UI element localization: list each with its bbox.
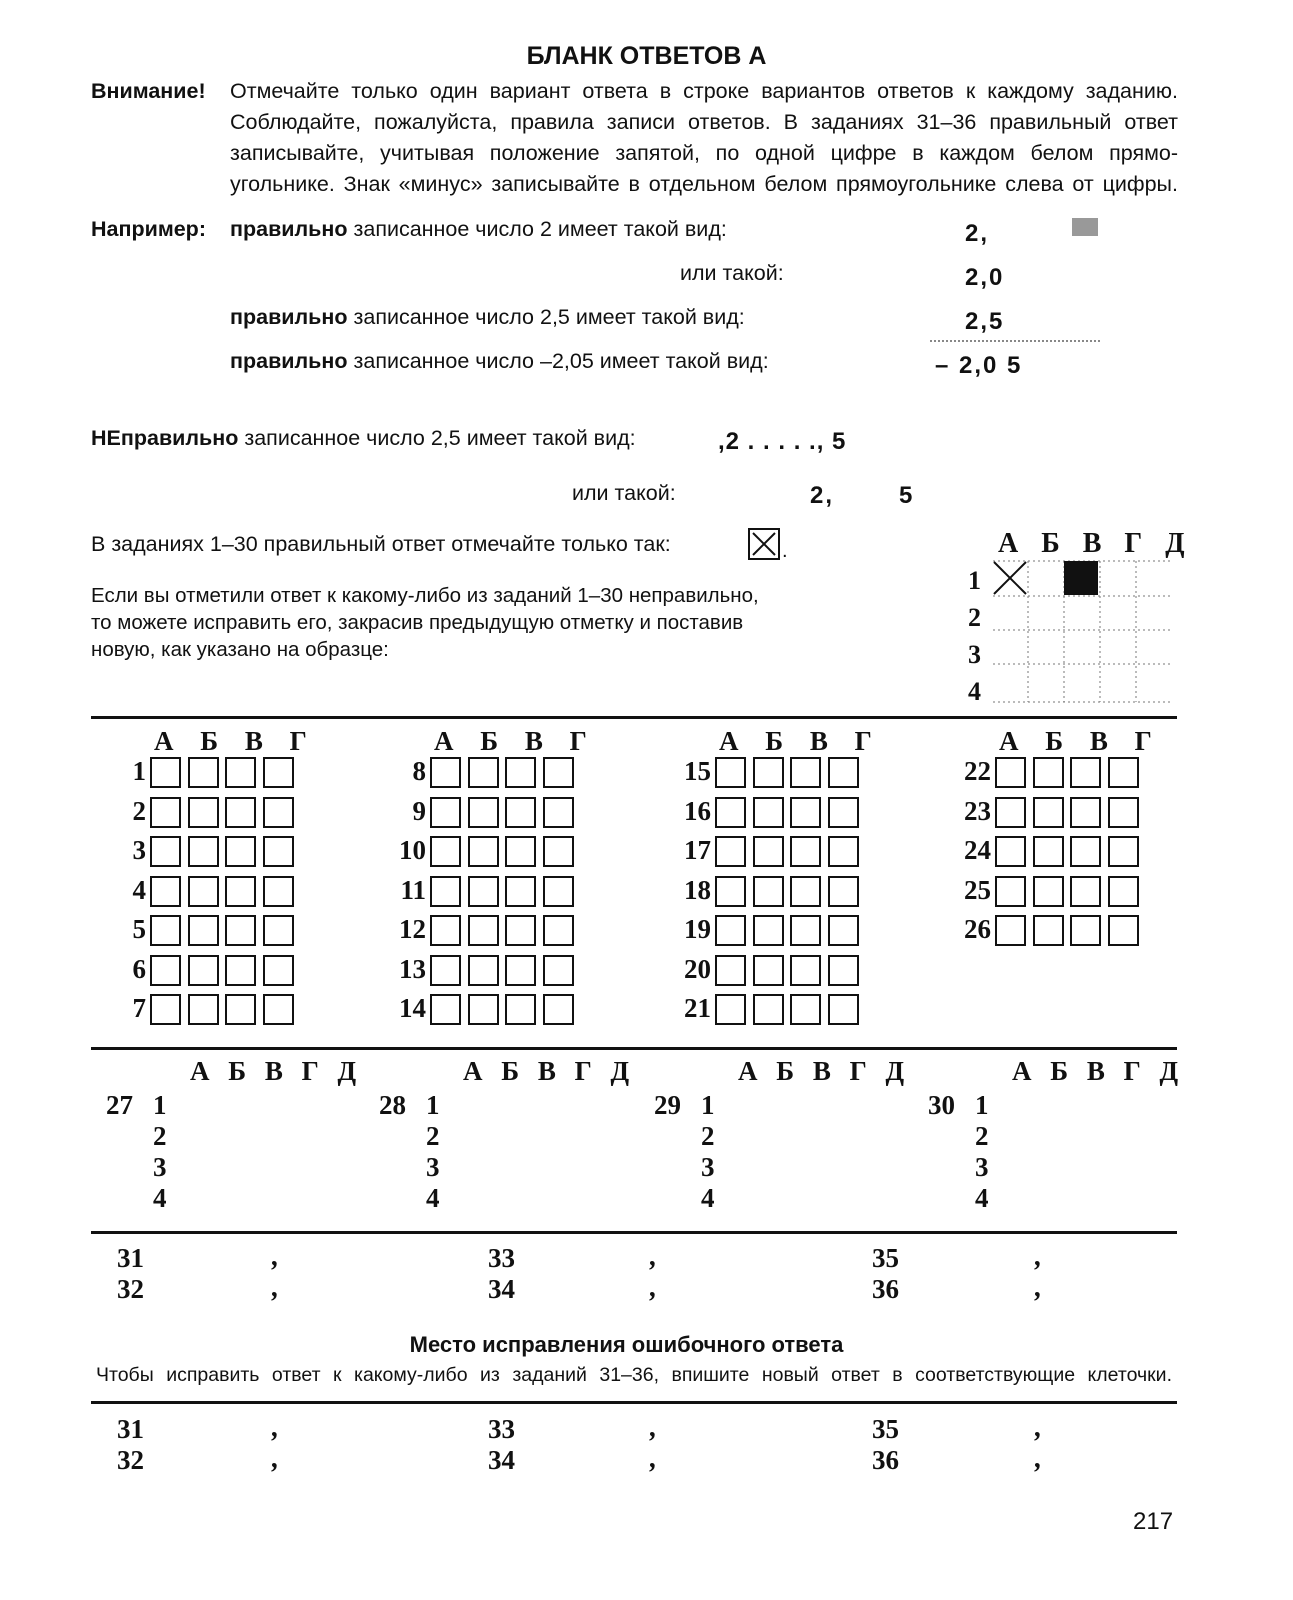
answer-checkbox[interactable] [505,994,536,1025]
wrong-sample-2b: 5 [899,482,915,509]
answer-checkbox[interactable] [995,757,1026,788]
answer-digit-field[interactable] [167,1445,412,1473]
answer-checkbox[interactable] [188,915,219,946]
task-number: 35 [872,1243,899,1273]
answer-checkbox[interactable] [150,757,181,788]
decimal-comma: , [1035,1443,1042,1474]
mark-rule-text: В заданиях 1–30 правильный ответ отмечайте только так: [91,532,671,556]
answer-checkbox[interactable] [225,994,256,1025]
answer-checkbox[interactable] [263,876,294,907]
answer-checkbox[interactable] [468,876,499,907]
task-number: 22 [964,756,991,786]
task-number: 4 [132,874,146,905]
task-number: 28 [379,1090,406,1120]
attention-text [230,76,1178,200]
task-number: 31 [117,1414,144,1444]
task-number: 11 [400,874,426,905]
answer-checkbox[interactable] [543,955,574,986]
answer-digit-field[interactable] [922,1274,1175,1302]
attention-line: Соблюдайте, пожалуйста, правила записи ответов. В заданиях 31–36 правильный ответ [230,110,1178,134]
column-header: А Б В Г Д [463,1056,636,1086]
row-number: 4 [426,1183,440,1213]
page-title: БЛАНК ОТВЕТОВ А [526,42,767,70]
divider [91,1231,1177,1234]
task-number: 12 [399,914,426,944]
answer-checkbox[interactable] [430,876,461,907]
task-number: 24 [964,835,991,865]
answer-checkbox[interactable] [1033,797,1064,828]
answer-checkbox[interactable] [188,797,219,828]
attention-line: Отмечайте только один вариант ответа в строке вариантов ответов к каждому заданию. [230,79,1178,103]
answer-checkbox[interactable] [543,915,574,946]
answer-checkbox[interactable] [188,955,219,986]
task-number: 19 [684,914,711,944]
task-number: 18 [684,874,711,905]
answer-checkbox[interactable] [188,994,219,1025]
correct-word: правильно [230,349,348,373]
task-number: 35 [872,1414,899,1444]
answer-checkbox[interactable] [150,994,181,1025]
answer-checkbox[interactable] [1108,876,1139,907]
answer-checkbox[interactable] [225,955,256,986]
task-number: 13 [399,953,426,984]
answer-checkbox[interactable] [828,757,859,788]
answer-checkbox[interactable] [225,836,256,867]
row-number: 2 [701,1121,715,1151]
answer-checkbox[interactable] [543,757,574,788]
answer-checkbox[interactable] [1033,757,1064,788]
answer-checkbox[interactable] [543,797,574,828]
decimal-comma: , [650,1443,657,1474]
task-number: 34 [488,1274,515,1304]
column-header: А Б В Г [434,726,597,756]
answer-checkbox[interactable] [1033,876,1064,907]
task-number: 15 [684,756,711,786]
answer-checkbox[interactable] [753,915,784,946]
answer-checkbox[interactable] [468,757,499,788]
answer-checkbox[interactable] [263,915,294,946]
sample-number-2-0: 2,0 [965,264,1005,291]
answer-checkbox[interactable] [790,876,821,907]
task-number: 36 [872,1274,899,1304]
answer-checkbox[interactable] [1070,757,1101,788]
answer-checkbox[interactable] [150,797,181,828]
sample-number-2: 2, [965,220,990,247]
answer-checkbox[interactable] [1033,915,1064,946]
divider [91,716,1177,719]
answer-checkbox[interactable] [1033,836,1064,867]
cross-mark-icon [994,562,1026,594]
task-number: 20 [684,953,711,984]
answer-checkbox[interactable] [828,836,859,867]
answer-checkbox[interactable] [505,955,536,986]
sample-number-2-5: 2,5 [965,308,1005,335]
decimal-comma: , [650,1412,657,1443]
answer-checkbox[interactable] [150,915,181,946]
decimal-comma: , [272,1412,279,1443]
decimal-comma: , [272,1272,279,1303]
answer-checkbox[interactable] [828,915,859,946]
answer-checkbox[interactable] [150,876,181,907]
answer-checkbox[interactable] [995,915,1026,946]
answer-digit-field[interactable] [538,1243,790,1271]
answer-checkbox[interactable] [828,876,859,907]
answer-checkbox[interactable] [753,994,784,1025]
row-number: 2 [975,1121,989,1151]
answer-checkbox[interactable] [505,836,536,867]
answer-checkbox[interactable] [505,876,536,907]
attention-line: записывайте, учитывая положение запятой, по одной цифре в каждом белом прямо- [230,141,1178,165]
fix-line: Если вы отметили ответ к какому-либо из заданий 1–30 неправильно, [91,584,759,607]
example-line-4 [230,349,769,374]
answer-checkbox[interactable] [430,757,461,788]
decimal-comma: , [650,1241,657,1272]
answer-checkbox[interactable] [790,797,821,828]
answer-checkbox[interactable] [1070,836,1101,867]
answer-checkbox[interactable] [715,994,746,1025]
row-number: 1 [701,1090,715,1120]
task-number: 33 [488,1243,515,1273]
task-number: 1 [132,756,146,786]
task-number: 5 [132,914,146,944]
example-line-3 [230,305,745,330]
answer-checkbox[interactable] [543,876,574,907]
scan-noise [1072,218,1098,236]
answer-checkbox[interactable] [468,915,499,946]
sample-grid-header: А Б В Г Д [998,528,1193,559]
answer-checkbox[interactable] [430,836,461,867]
task-number: 7 [132,993,146,1023]
task-number: 9 [412,795,426,826]
answer-checkbox[interactable] [715,836,746,867]
wrong-sample-1: ,2 . . . . ., 5 [718,428,847,455]
answer-checkbox[interactable] [1108,757,1139,788]
example-line-4-text: записанное число –2,05 имеет такой вид: [353,349,769,373]
answer-checkbox[interactable] [995,797,1026,828]
answer-checkbox[interactable] [225,915,256,946]
row-number: 2 [153,1121,167,1151]
correct-word: правильно [230,305,348,329]
answer-checkbox[interactable] [790,836,821,867]
answer-checkbox[interactable] [188,836,219,867]
example-line-1-text: записанное число 2 имеет такой вид: [353,217,727,241]
answer-checkbox[interactable] [430,915,461,946]
answer-checkbox[interactable] [828,797,859,828]
divider [91,1047,1177,1050]
row-number: 2 [426,1121,440,1151]
fix-line: то можете исправить его, закрасив предыдущую отметку и поставив [91,611,744,634]
answer-digit-field[interactable] [538,1414,790,1442]
decimal-comma: , [1035,1272,1042,1303]
wrong-line-text: записанное число 2,5 имеет такой вид: [244,426,636,450]
answer-checkbox[interactable] [505,757,536,788]
answer-checkbox[interactable] [468,836,499,867]
sample-grid-row-label: 3 [968,640,981,669]
task-number: 34 [488,1445,515,1475]
task-number: 32 [117,1445,144,1475]
task-number: 3 [132,835,146,865]
row-number: 4 [701,1183,715,1213]
answer-checkbox[interactable] [1070,876,1101,907]
row-number: 3 [153,1152,167,1182]
fix-section-subtitle: Чтобы исправить ответ к какому-либо из заданий 31–36, впишите новый ответ в соответствующие клеточки. [96,1364,1172,1386]
answer-checkbox[interactable] [505,915,536,946]
answer-checkbox[interactable] [150,955,181,986]
answer-checkbox[interactable] [1108,915,1139,946]
answer-checkbox[interactable] [150,836,181,867]
divider [91,1401,1177,1404]
answer-checkbox[interactable] [715,757,746,788]
row-number: 3 [426,1152,440,1182]
answer-checkbox[interactable] [430,955,461,986]
example-or-such: или такой: [680,261,784,285]
column-header: А Б В Г [719,726,882,756]
answer-digit-field[interactable] [922,1445,1175,1473]
wrong-line [91,426,636,451]
row-number: 3 [975,1152,989,1182]
row-number: 1 [975,1090,989,1120]
answer-checkbox[interactable] [753,836,784,867]
decimal-comma: , [272,1241,279,1272]
answer-checkbox[interactable] [715,797,746,828]
column-header: А Б В Г [999,726,1162,756]
answer-checkbox[interactable] [1070,797,1101,828]
task-number: 23 [964,795,991,826]
answer-digit-field[interactable] [538,1274,790,1302]
answer-digit-field[interactable] [538,1445,790,1473]
task-number: 14 [399,993,426,1023]
answer-checkbox[interactable] [263,955,294,986]
scan-noise [930,340,1100,344]
column-header: А Б В Г Д [1012,1056,1185,1086]
answer-checkbox[interactable] [263,836,294,867]
sample-number-minus-2-05: – 2,0 5 [935,352,1023,379]
row-number: 4 [153,1183,167,1213]
answer-checkbox[interactable] [715,876,746,907]
column-header: А Б В Г [154,726,317,756]
answer-checkbox[interactable] [543,836,574,867]
task-number: 36 [872,1445,899,1475]
answer-checkbox[interactable] [263,757,294,788]
fix-line: новую, как указано на образце: [91,638,389,661]
answer-checkbox[interactable] [468,797,499,828]
answer-checkbox[interactable] [790,915,821,946]
row-number: 4 [975,1183,989,1213]
fix-instructions [91,582,759,663]
wrong-or-such: или такой: [572,481,676,505]
task-number: 2 [132,795,146,826]
attention-line: угольнике. Знак «минус» записывайте в отдельном белом прямоугольнике слева от цифры. [230,172,1178,196]
example-line-3-text: записанное число 2,5 имеет такой вид: [353,305,745,329]
answer-checkbox[interactable] [263,797,294,828]
task-number: 16 [684,795,711,826]
task-number: 33 [488,1414,515,1444]
answer-checkbox[interactable] [790,994,821,1025]
answer-checkbox[interactable] [543,994,574,1025]
column-header: А Б В Г Д [190,1056,363,1086]
answer-digit-field[interactable] [167,1274,412,1302]
decimal-comma: , [650,1272,657,1303]
task-number: 17 [684,835,711,865]
column-header: А Б В Г Д [738,1056,911,1086]
wrong-sample-2a: 2, [810,482,835,509]
answer-checkbox[interactable] [188,876,219,907]
answer-digit-field[interactable] [167,1414,412,1442]
row-number: 1 [426,1090,440,1120]
row-number: 1 [153,1090,167,1120]
correct-word: правильно [230,217,348,241]
answer-checkbox[interactable] [263,994,294,1025]
sample-grid-row-label: 4 [968,677,981,706]
answer-checkbox[interactable] [715,955,746,986]
answer-checkbox[interactable] [430,797,461,828]
fix-section-title: Место исправления ошибочного ответа [409,1332,844,1357]
answer-checkbox[interactable] [790,757,821,788]
task-number: 27 [106,1090,133,1120]
task-number: 6 [132,953,146,984]
row-number: 3 [701,1152,715,1182]
answer-checkbox[interactable] [225,876,256,907]
answer-checkbox[interactable] [468,994,499,1025]
checked-box-example [748,528,780,560]
task-number: 25 [964,874,991,905]
answer-checkbox[interactable] [995,836,1026,867]
task-number: 21 [684,993,711,1023]
decimal-comma: , [272,1443,279,1474]
example-label: Например: [91,217,206,241]
period: . [782,540,788,562]
sample-grid [988,556,1178,706]
sample-grid-rows [968,562,981,710]
answer-checkbox[interactable] [1108,836,1139,867]
answer-checkbox[interactable] [753,797,784,828]
answer-checkbox[interactable] [188,757,219,788]
answer-checkbox[interactable] [468,955,499,986]
task-number: 10 [399,835,426,865]
answer-digit-field[interactable] [922,1414,1175,1442]
answer-checkbox[interactable] [430,994,461,1025]
task-number: 32 [117,1274,144,1304]
task-number: 8 [412,756,426,786]
filled-mark [1064,561,1098,595]
answer-checkbox[interactable] [995,876,1026,907]
answer-checkbox[interactable] [715,915,746,946]
wrong-word: НЕправильно [91,426,239,450]
answer-checkbox[interactable] [1070,915,1101,946]
task-number: 31 [117,1243,144,1273]
answer-checkbox[interactable] [505,797,536,828]
answer-checkbox[interactable] [790,955,821,986]
example-line-1 [230,217,727,242]
answer-checkbox[interactable] [1108,797,1139,828]
task-number: 29 [654,1090,681,1120]
task-number: 30 [928,1090,955,1120]
attention-label: Внимание! [91,79,206,103]
answer-checkbox[interactable] [828,955,859,986]
answer-checkbox[interactable] [753,876,784,907]
decimal-comma: , [1035,1241,1042,1272]
sample-grid-row-label: 1 [968,566,981,595]
page-number: 217 [1133,1508,1174,1535]
answer-digit-field[interactable] [167,1243,412,1271]
answer-checkbox[interactable] [753,757,784,788]
cross-mark-icon [750,530,778,558]
answer-checkbox[interactable] [225,797,256,828]
answer-checkbox[interactable] [828,994,859,1025]
answer-checkbox[interactable] [225,757,256,788]
decimal-comma: , [1035,1412,1042,1443]
answer-digit-field[interactable] [922,1243,1175,1271]
answer-checkbox[interactable] [753,955,784,986]
task-number: 26 [964,914,991,944]
sample-grid-row-label: 2 [968,603,981,632]
